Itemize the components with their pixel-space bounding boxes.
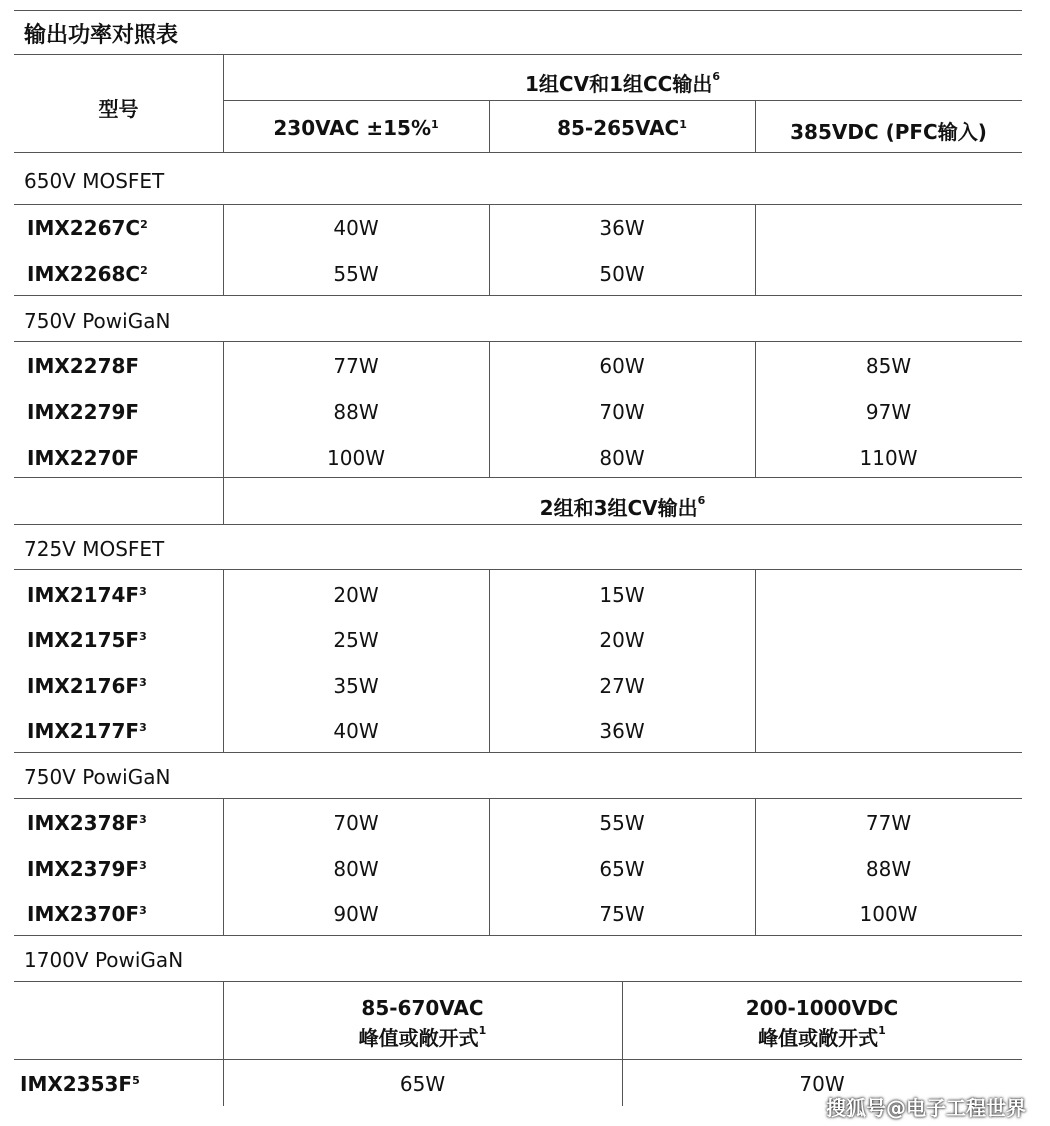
model-name bbox=[27, 719, 147, 743]
model-name-text: IMX2177F bbox=[27, 719, 140, 743]
model-name bbox=[27, 857, 147, 881]
header-col2-text: 85-265VAC bbox=[557, 116, 680, 140]
rule-s1-label bbox=[14, 204, 1022, 205]
rule-group2-end bbox=[14, 524, 1022, 525]
model-name bbox=[27, 628, 147, 652]
value-85-670vac: 65W bbox=[399, 1072, 446, 1096]
value-230vac: 40W bbox=[333, 719, 379, 743]
rule-s4-label bbox=[14, 798, 1022, 799]
value-85-265vac: 27W bbox=[599, 674, 645, 698]
header-85-670vac-note bbox=[223, 1022, 622, 1051]
value-230vac: 70W bbox=[333, 811, 379, 835]
section-label-1700v-powigan: 1700V PowiGaN bbox=[24, 948, 184, 972]
value-230vac: 88W bbox=[333, 400, 379, 424]
value-230vac: 20W bbox=[333, 583, 379, 607]
header-col2 bbox=[489, 116, 755, 140]
header-85-670vac: 85-670VAC bbox=[361, 996, 484, 1020]
model-name bbox=[27, 674, 147, 698]
model-name-text: IMX2175F bbox=[27, 628, 140, 652]
value-230vac: 80W bbox=[333, 857, 379, 881]
rule-s3-end bbox=[14, 752, 1022, 753]
header-col1-note: 1 bbox=[430, 118, 439, 131]
rule-s5-header-end bbox=[14, 1059, 1022, 1060]
model-note: 3 bbox=[139, 676, 147, 689]
value-85-265vac: 60W bbox=[599, 354, 645, 378]
value-385vdc: 100W bbox=[859, 902, 918, 926]
value-385vdc: 77W bbox=[865, 811, 912, 835]
header-group1-text: 1组CV和1组CC输出 bbox=[525, 72, 713, 96]
value-85-265vac: 70W bbox=[599, 400, 645, 424]
model-name bbox=[27, 811, 147, 835]
header-200-1000vdc-note bbox=[622, 1022, 1022, 1051]
table-title: 输出功率对照表 bbox=[24, 23, 179, 48]
value-85-265vac: 80W bbox=[599, 446, 645, 470]
rule-top bbox=[14, 10, 1022, 11]
section-label-650v-mosfet: 650V MOSFET bbox=[24, 169, 165, 193]
header-group2-note: 6 bbox=[697, 494, 706, 507]
model-name-text: IMX2370F bbox=[27, 902, 140, 926]
model-note: 2 bbox=[140, 264, 148, 277]
model-name-text: IMX2378F bbox=[27, 811, 140, 835]
header-group1-note: 6 bbox=[712, 70, 720, 83]
header-200-1000vdc-sup: 1 bbox=[878, 1024, 886, 1037]
value-230vac: 35W bbox=[333, 674, 379, 698]
watermark: 搜狐号@电子工程世界 bbox=[826, 1096, 1026, 1120]
model-name-text: IMX2268C bbox=[27, 262, 141, 286]
value-85-265vac: 55W bbox=[599, 811, 645, 835]
model-name-text: IMX2174F bbox=[27, 583, 140, 607]
model-note: 5 bbox=[132, 1074, 140, 1087]
header-col2-note: 1 bbox=[679, 118, 687, 131]
value-230vac: 40W bbox=[333, 216, 379, 240]
vrule-col2-s3 bbox=[755, 569, 756, 752]
model-name: IMX2279F bbox=[27, 400, 140, 424]
value-85-265vac: 20W bbox=[599, 628, 645, 652]
value-385vdc: 97W bbox=[865, 400, 912, 424]
value-200-1000vdc: 70W bbox=[799, 1072, 845, 1096]
model-name bbox=[27, 262, 148, 286]
rule-s4-end bbox=[14, 935, 1022, 936]
model-name-text: IMX2176F bbox=[27, 674, 140, 698]
value-85-265vac: 36W bbox=[599, 216, 645, 240]
rule-s5-label bbox=[14, 981, 1022, 982]
model-note: 3 bbox=[139, 630, 147, 643]
value-230vac: 100W bbox=[327, 446, 385, 470]
section-label-725v-mosfet: 725V MOSFET bbox=[24, 537, 165, 561]
model-note: 3 bbox=[139, 813, 147, 826]
model-note: 3 bbox=[139, 585, 147, 598]
value-230vac: 55W bbox=[333, 262, 379, 286]
value-85-265vac: 36W bbox=[599, 719, 645, 743]
rule-s1-end bbox=[14, 295, 1022, 296]
model-name bbox=[27, 216, 148, 240]
value-230vac: 25W bbox=[333, 628, 379, 652]
rule-group1-bottom bbox=[223, 100, 1022, 101]
model-name bbox=[27, 902, 147, 926]
header-85-670vac-subtitle: 峰值或敞开式 bbox=[358, 1026, 479, 1050]
section-label-750v-powigan: 750V PowiGaN bbox=[24, 309, 171, 333]
header-col1-text: 230VAC ±15% bbox=[273, 116, 431, 140]
header-col1 bbox=[223, 116, 489, 140]
rule-s3-label bbox=[14, 569, 1022, 570]
value-85-265vac: 75W bbox=[599, 902, 645, 926]
value-85-265vac: 50W bbox=[599, 262, 645, 286]
model-name-text: IMX2379F bbox=[27, 857, 140, 881]
model-name: IMX2278F bbox=[27, 354, 140, 378]
value-385vdc: 88W bbox=[865, 857, 912, 881]
header-group2-text: 2组和3组CV输出 bbox=[539, 496, 698, 520]
value-230vac: 90W bbox=[333, 902, 379, 926]
value-85-265vac: 15W bbox=[599, 583, 645, 607]
rule-s2-label bbox=[14, 341, 1022, 342]
value-230vac: 77W bbox=[333, 354, 379, 378]
rule-s2-end bbox=[14, 477, 1022, 478]
model-name bbox=[20, 1072, 140, 1096]
model-note: 3 bbox=[139, 859, 147, 872]
model-note: 2 bbox=[140, 218, 148, 231]
vrule-col2-s1 bbox=[755, 204, 756, 295]
value-85-265vac: 65W bbox=[599, 857, 645, 881]
model-note: 3 bbox=[139, 904, 147, 917]
value-385vdc: 85W bbox=[865, 354, 912, 378]
header-200-1000vdc: 200-1000VDC bbox=[745, 996, 899, 1020]
header-model-label: 型号 bbox=[98, 97, 139, 121]
header-85-670vac-sup: 1 bbox=[478, 1024, 487, 1037]
model-note: 3 bbox=[139, 721, 147, 734]
header-group1 bbox=[223, 68, 1022, 97]
model-name bbox=[27, 583, 147, 607]
section-label-750v-powigan-2: 750V PowiGaN bbox=[24, 765, 171, 789]
value-385vdc: 110W bbox=[859, 446, 918, 470]
header-group2 bbox=[223, 492, 1022, 521]
header-col3: 385VDC (PFC输入) bbox=[790, 120, 987, 144]
rule-title-bottom bbox=[14, 54, 1022, 55]
model-name-text: IMX2353F bbox=[20, 1072, 133, 1096]
model-name: IMX2270F bbox=[27, 446, 140, 470]
rule-header-bottom bbox=[14, 152, 1022, 153]
header-200-1000vdc-subtitle: 峰值或敞开式 bbox=[758, 1026, 879, 1050]
model-name-text: IMX2267C bbox=[27, 216, 141, 240]
